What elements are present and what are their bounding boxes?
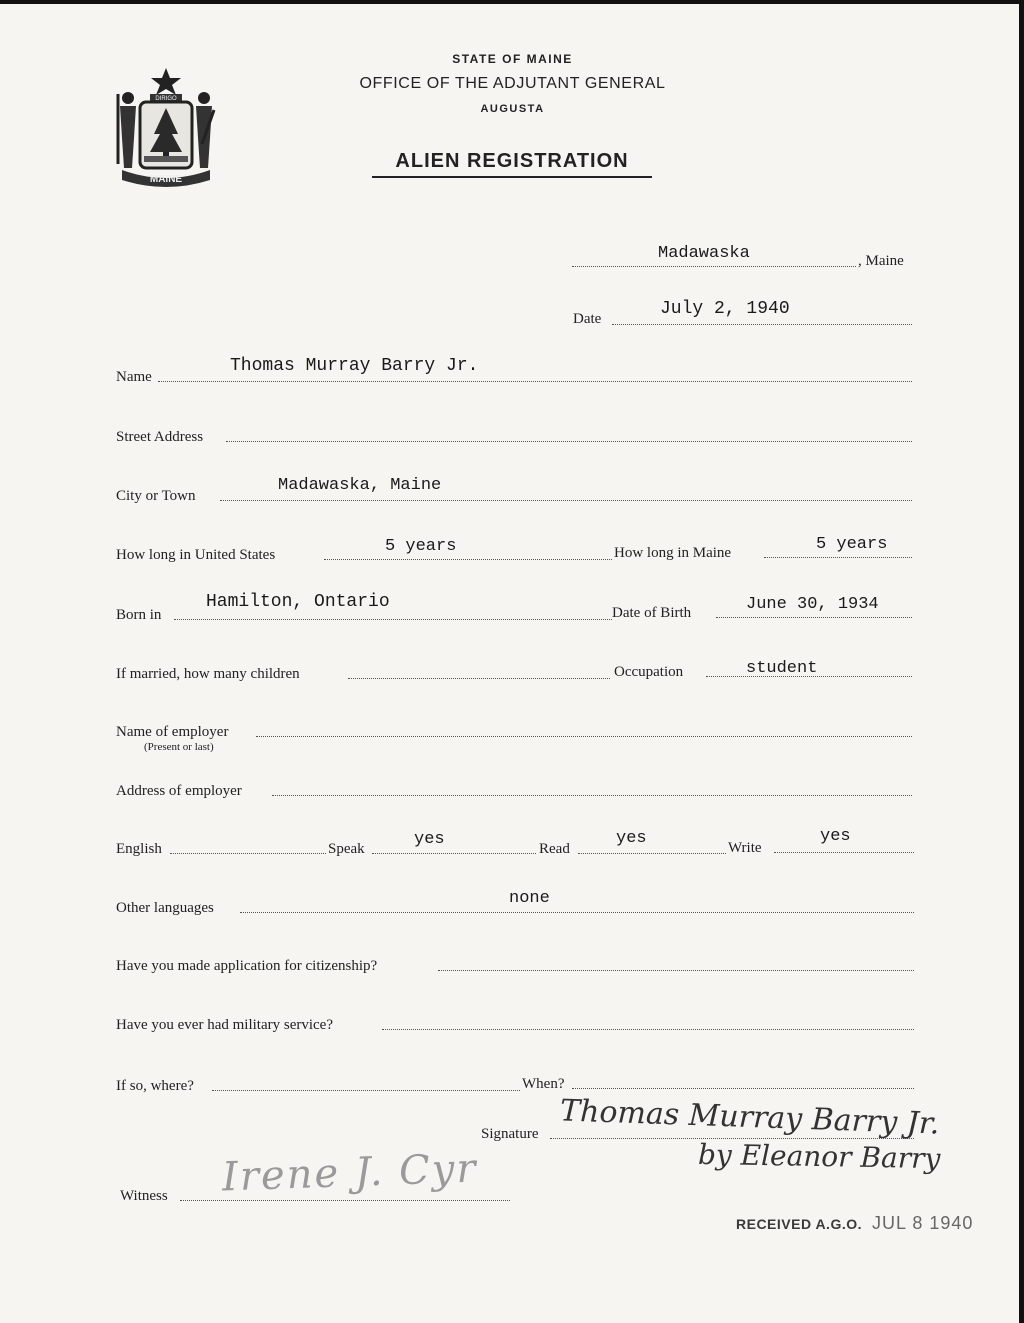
- citizenship-label: Have you made application for citizenship?: [116, 958, 378, 974]
- english-label: English: [116, 841, 162, 857]
- name-line: [158, 381, 912, 382]
- date-label: Date: [573, 311, 602, 327]
- received-stamp: [736, 1213, 973, 1234]
- town-value[interactable]: Madawaska: [658, 244, 750, 263]
- street-address-line: [226, 441, 912, 442]
- read-line: [578, 853, 726, 854]
- date-line: [612, 324, 912, 325]
- occupation-value[interactable]: student: [746, 659, 818, 678]
- seal-motto: DIRIGO: [155, 96, 177, 102]
- other-languages-value[interactable]: none: [509, 889, 550, 908]
- street-address-label: Street Address: [116, 429, 204, 445]
- read-value[interactable]: yes: [616, 829, 647, 848]
- children-line: [348, 678, 610, 679]
- seal-banner: MAINE: [149, 174, 183, 185]
- speak-value[interactable]: yes: [414, 830, 445, 849]
- born-in-value[interactable]: Hamilton, Ontario: [206, 592, 390, 612]
- born-in-label: Born in: [116, 607, 162, 623]
- write-label: Write: [728, 840, 762, 856]
- city-line: [220, 500, 912, 501]
- speak-label: Speak: [328, 841, 365, 857]
- name-value[interactable]: Thomas Murray Barry Jr.: [230, 356, 479, 376]
- city-label: City or Town: [116, 488, 196, 504]
- employer-name-line: [256, 736, 912, 737]
- write-line: [774, 852, 914, 853]
- occupation-label: Occupation: [614, 664, 684, 680]
- other-languages-label: Other languages: [116, 900, 214, 916]
- born-in-line: [174, 619, 612, 620]
- how-long-us-value[interactable]: 5 years: [385, 537, 457, 556]
- maine-state-seal-icon: [110, 64, 222, 188]
- how-long-maine-label: How long in Maine: [614, 545, 732, 561]
- town-suffix: , Maine: [858, 253, 904, 269]
- date-of-birth-line: [716, 617, 912, 618]
- when-label: When?: [522, 1076, 565, 1092]
- date-of-birth-value[interactable]: June 30, 1934: [746, 595, 879, 614]
- employer-name-sublabel: (Present or last): [144, 741, 214, 753]
- form-title: ALIEN REGISTRATION: [372, 150, 652, 178]
- city-value[interactable]: Madawaska, Maine: [278, 476, 442, 495]
- children-label: If married, how many children: [116, 666, 300, 682]
- date-value[interactable]: July 2, 1940: [660, 299, 790, 319]
- read-label: Read: [539, 841, 570, 857]
- date-of-birth-label: Date of Birth: [612, 605, 692, 621]
- name-label: Name: [116, 369, 152, 385]
- when-line: [572, 1088, 914, 1089]
- header-city: AUGUSTA: [480, 103, 545, 115]
- how-long-maine-value[interactable]: 5 years: [816, 535, 888, 554]
- witness-label: Witness: [120, 1188, 168, 1204]
- citizenship-line: [438, 970, 914, 971]
- header-office: OFFICE OF THE ADJUTANT GENERAL: [359, 75, 666, 92]
- write-value[interactable]: yes: [820, 827, 851, 846]
- military-line: [382, 1029, 914, 1030]
- signature-label: Signature: [481, 1126, 539, 1142]
- town-line: [572, 266, 856, 267]
- employer-name-label: Name of employer: [116, 724, 229, 740]
- speak-line: [372, 853, 536, 854]
- received-stamp-date: JUL 8 1940: [872, 1213, 974, 1233]
- signature-handwritten-line1: Thomas Murray Barry Jr.: [559, 1093, 940, 1142]
- how-long-us-label: How long in United States: [116, 547, 276, 563]
- page-border-right: [1019, 0, 1024, 1323]
- witness-signature: Irene J. Cyr: [221, 1145, 479, 1201]
- where-label: If so, where?: [116, 1078, 194, 1094]
- signature-handwritten-line2: by Eleanor Barry: [697, 1137, 941, 1176]
- military-label: Have you ever had military service?: [116, 1017, 333, 1033]
- where-line: [212, 1090, 520, 1091]
- employer-address-line: [272, 795, 912, 796]
- how-long-maine-line: [764, 557, 912, 558]
- other-languages-line: [240, 912, 914, 913]
- received-stamp-label: RECEIVED A.G.O.: [736, 1216, 863, 1232]
- employer-address-label: Address of employer: [116, 783, 242, 799]
- page-border-top: [0, 0, 1024, 4]
- header-state: STATE OF MAINE: [452, 52, 573, 66]
- how-long-us-line: [324, 559, 612, 560]
- english-line: [170, 853, 326, 854]
